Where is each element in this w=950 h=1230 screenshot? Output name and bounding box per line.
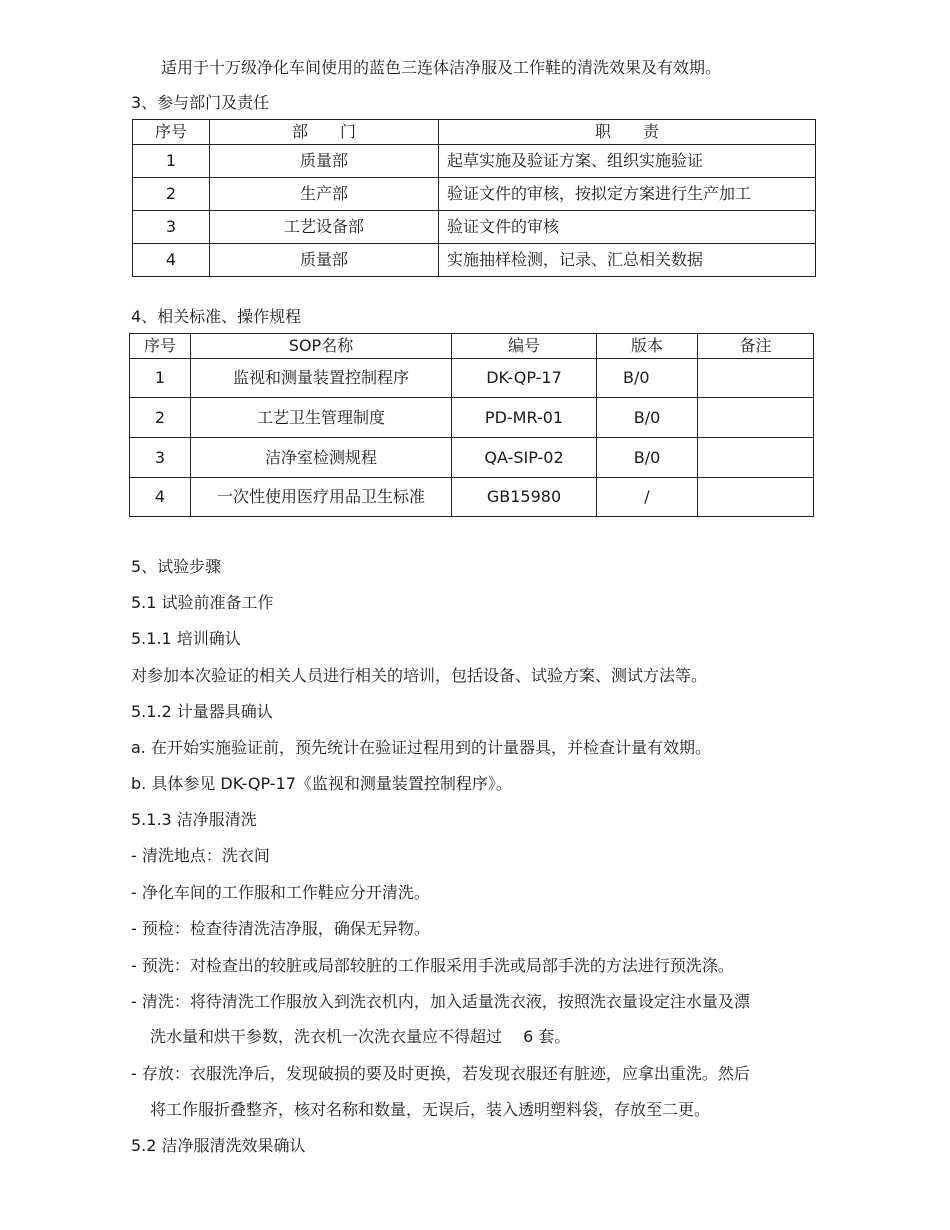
cell-version: B/0 [597,398,698,438]
cell-code: QA-SIP-02 [452,438,597,478]
table-row [130,359,814,398]
table-row [130,438,814,478]
table-row [133,145,816,178]
cell-resp: 实施抽样检测，记录、汇总相关数据 [439,244,816,277]
col-header-no: 序号 [130,334,191,359]
col-header-remark: 备注 [698,334,814,359]
table-header-row [130,334,814,359]
cell-no: 4 [130,478,191,517]
section5-1-3-heading: 5.1.3 洁净服清洗 [131,810,257,829]
section5-1-heading: 5.1 试验前准备工作 [131,593,274,612]
cell-no: 2 [130,398,191,438]
table-header-row [133,120,816,145]
cell-dept: 质量部 [210,145,439,178]
section5-2-heading: 5.2 洁净服清洗效果确认 [131,1136,306,1155]
cell-resp: 验证文件的审核 [439,211,816,244]
cell-code: GB15980 [452,478,597,517]
cell-remark [698,438,814,478]
section3-title: 3、参与部门及责任 [131,93,270,112]
bullet-item-continuation: 洗水量和烘干参数，洗衣机一次洗衣量应不得超过 6 套。 [150,1027,571,1046]
col-header-sop-name: SOP名称 [191,334,452,359]
section5-1-1-heading: 5.1.1 培训确认 [131,629,241,648]
bullet-item: - 清洗地点：洗衣间 [131,846,270,865]
bullet-item: - 预洗：对检查出的较脏或局部较脏的工作服采用手洗或局部手洗的方法进行预洗涤。 [131,956,734,975]
bullet-item: - 净化车间的工作服和工作鞋应分开清洗。 [131,883,430,902]
cell-sop-name: 洁净室检测规程 [191,438,452,478]
section5-1-2-item-b: b. 具体参见 DK-QP-17《监视和测量装置控制程序》。 [131,774,512,793]
section5-1-1-text: 对参加本次验证的相关人员进行相关的培训，包括设备、试验方案、测试方法等。 [131,666,708,685]
table-row [133,178,816,211]
col-header-dept: 部 门 [210,120,439,145]
cell-remark [698,398,814,438]
section4-title: 4、相关标准、操作规程 [131,307,302,326]
section5-1-2-item-a: a. 在开始实施验证前，预先统计在验证过程用到的计量器具，并检查计量有效期。 [131,738,711,757]
cell-version: B/0 [597,359,698,398]
cell-no: 1 [133,145,210,178]
cell-dept: 质量部 [210,244,439,277]
table-row [130,478,814,517]
table-row [130,398,814,438]
bullet-item: - 存放：衣服洗净后，发现破损的要及时更换，若发现衣服还有脏迹，应拿出重洗。然后 [131,1064,750,1083]
cell-sop-name: 监视和测量装置控制程序 [191,359,452,398]
cell-code: DK-QP-17 [452,359,597,398]
intro-text: 适用于十万级净化车间使用的蓝色三连体洁净服及工作鞋的清洗效果及有效期。 [161,58,722,77]
col-header-resp: 职 责 [439,120,816,145]
section5-1-2-heading: 5.1.2 计量器具确认 [131,702,273,721]
cell-sop-name: 工艺卫生管理制度 [191,398,452,438]
bullet-item-continuation: 将工作服折叠整齐，核对名称和数量，无误后，装入透明塑料袋，存放至二更。 [150,1100,711,1119]
cell-no: 3 [130,438,191,478]
bullet-item: - 清洗：将待清洗工作服放入到洗衣机内，加入适量洗衣液，按照洗衣量设定注水量及漂 [131,992,750,1011]
cell-no: 3 [133,211,210,244]
cell-remark [698,478,814,517]
departments-table [132,119,816,277]
cell-resp: 验证文件的审核，按拟定方案进行生产加工 [439,178,816,211]
cell-version: / [597,478,698,517]
bullet-item: - 预检：检查待清洗洁净服，确保无异物。 [131,919,430,938]
col-header-no: 序号 [133,120,210,145]
section5-title: 5、试验步骤 [131,557,222,576]
cell-code: PD-MR-01 [452,398,597,438]
cell-no: 1 [130,359,191,398]
cell-resp: 起草实施及验证方案、组织实施验证 [439,145,816,178]
cell-no: 2 [133,178,210,211]
cell-remark [698,359,814,398]
sop-table [129,333,814,517]
cell-dept: 生产部 [210,178,439,211]
cell-sop-name: 一次性使用医疗用品卫生标准 [191,478,452,517]
col-header-version: 版本 [597,334,698,359]
cell-no: 4 [133,244,210,277]
col-header-code: 编号 [452,334,597,359]
table-row [133,211,816,244]
table-row [133,244,816,277]
cell-dept: 工艺设备部 [210,211,439,244]
cell-version: B/0 [597,438,698,478]
